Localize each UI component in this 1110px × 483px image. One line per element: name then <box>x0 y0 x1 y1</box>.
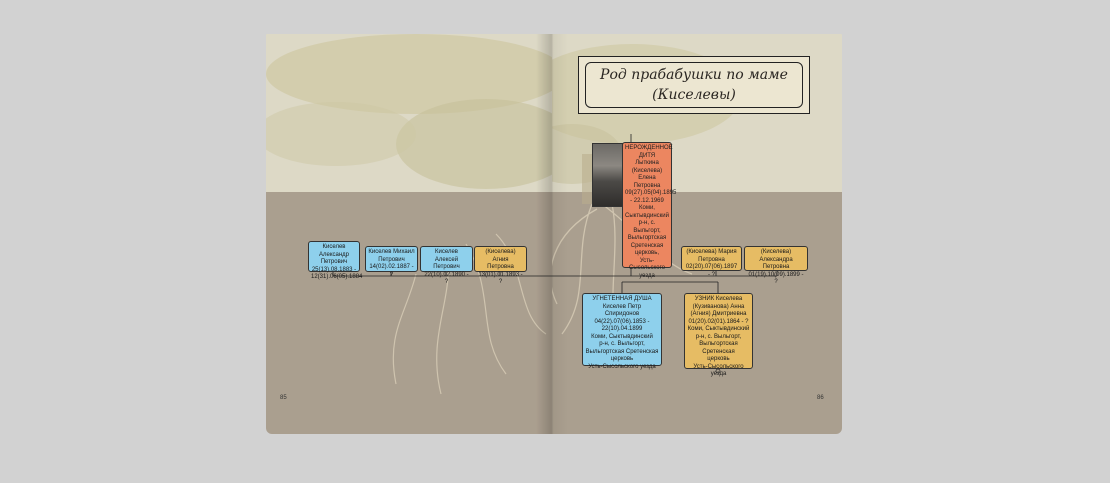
sibling-card-2[interactable]: Киселев Михаил Петрович 14(02).02.1887 - ? <box>365 246 418 272</box>
sibling-card-1[interactable]: Киселев Александр Петрович 25(13).08.1883 - 12(31).06(05).1884 <box>308 241 360 272</box>
page-number-right: 86 <box>817 395 824 401</box>
portrait-photo <box>592 143 623 207</box>
page-number-left: 85 <box>280 395 287 401</box>
sibling-card-5[interactable]: (Киселева) Мария Петровна 02(20).07(06).1897 - ? <box>681 246 742 271</box>
father-card[interactable]: УГНЕТЕННАЯ ДУША Киселев Петр Спиридонов 04(22).07(06).1853 - 22(10).04.1899 Коми, Сыктывдинский р-н, с. Выльгорт, Выльгортская Сретенская церковь Усть-Сысольского уезда <box>582 293 662 366</box>
title-line-2: (Киселевы) <box>652 87 736 103</box>
title-line-1: Род прабабушки по маме <box>600 67 788 83</box>
sibling-card-3[interactable]: Киселев Алексей Петрович 22(10).02.1890 - ? <box>420 246 473 272</box>
mother-card[interactable]: УЗНИК Киселева (Кузиванова) Анна (Агния) Дмитриевна 01(20).02(01).1864 - ? Коми, Сыктывдинский р-н, с. Выльгорт, Выльгортская Сретенская церковь Усть-Сысольского уезда <box>684 293 753 369</box>
sibling-card-4[interactable]: (Киселева) Агния Петровна 13(01).01.1893 - ? <box>474 246 527 272</box>
root-person-card[interactable]: НЕРОЖДЕННОЕ ДИТЯ Лыткина (Киселева) Елена Петровна 09(27).05(04).1895 - 22.12.1969 Коми, Сыктывдинский р-н, с. Выльгорт, Выльгортская Сретенская церковь, Усть-Сысольского уезда <box>622 142 672 268</box>
sibling-card-6[interactable]: (Киселева) Александра Петровна 01(19).10(09).1899 - ? <box>744 246 808 271</box>
